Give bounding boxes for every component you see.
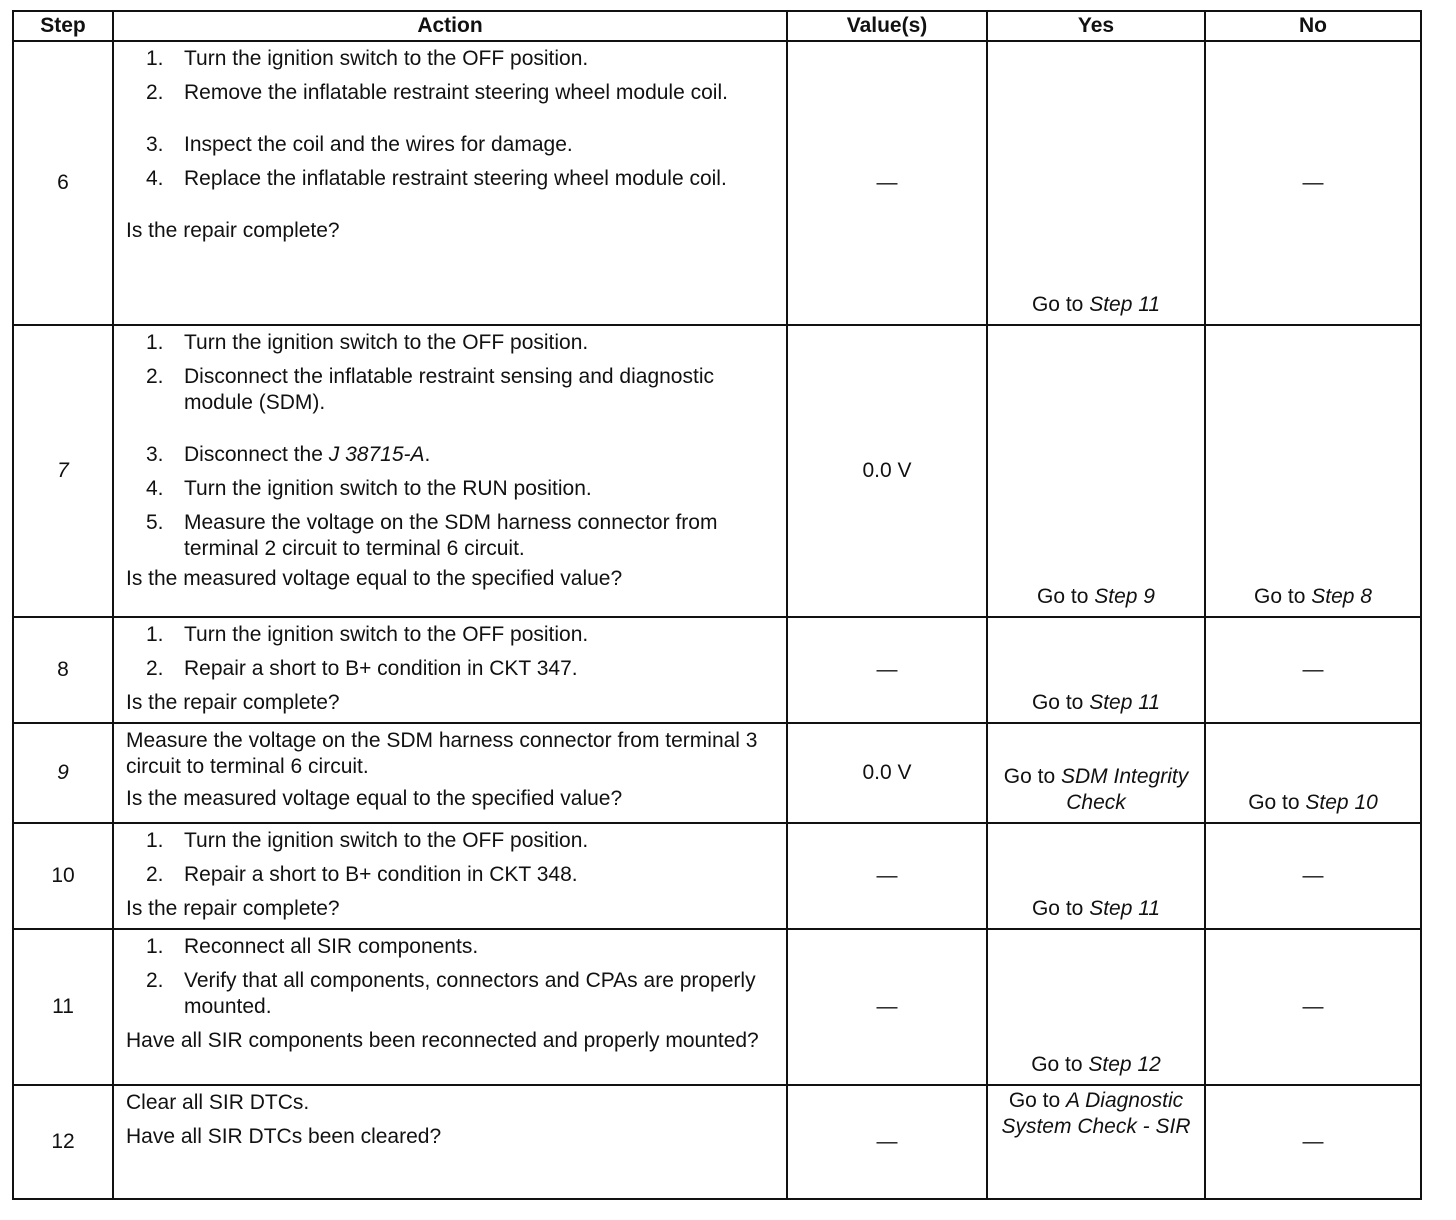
- table-row: [13, 929, 1421, 1085]
- list-item: 2. Repair a short to B+ condition in CKT 347.: [146, 657, 578, 680]
- yes-cell: Go to Step 11: [987, 41, 1205, 325]
- action-question: Is the repair complete?: [126, 691, 340, 714]
- value-cell: —: [787, 41, 987, 325]
- list-item: 4. Turn the ignition switch to the RUN position.: [146, 477, 592, 500]
- table-row: [13, 617, 1421, 723]
- table-row: [13, 1085, 1421, 1199]
- list-item: 1. Turn the ignition switch to the OFF position.: [146, 331, 589, 354]
- yes-cell: Go to SDM Integrity Check: [987, 723, 1205, 823]
- diagnostic-table: [12, 10, 1422, 1200]
- value-cell: —: [787, 929, 987, 1085]
- action-question: Have all SIR DTCs been cleared?: [126, 1125, 442, 1148]
- action-cell: [113, 723, 787, 823]
- list-item: 2. Verify that all components, connectors and CPAs are properly mounted.: [146, 969, 756, 1018]
- list-item: 1. Turn the ignition switch to the OFF position.: [146, 829, 589, 852]
- step-number: 9: [13, 723, 113, 823]
- list-item: 3. Inspect the coil and the wires for damage.: [146, 133, 573, 156]
- yes-cell: Go to Step 11: [987, 617, 1205, 723]
- step-number: 11: [13, 929, 113, 1085]
- table-row: [13, 723, 1421, 823]
- list-item: 1. Turn the ignition switch to the OFF position.: [146, 623, 589, 646]
- step-number: 7: [13, 325, 113, 617]
- no-cell: —: [1205, 1085, 1421, 1199]
- action-steps: [126, 330, 776, 562]
- header-yes: Yes: [987, 11, 1205, 41]
- action-steps: [126, 934, 776, 1020]
- list-item: 1. Reconnect all SIR components.: [146, 935, 479, 958]
- action-cell: [113, 929, 787, 1085]
- list-item: 2. Disconnect the inflatable restraint sensing and diagnostic module (SDM).: [146, 365, 714, 414]
- step-link[interactable]: Step 11: [1089, 897, 1161, 920]
- action-text: Measure the voltage on the SDM harness connector from terminal 3 circuit to terminal 6 circuit.: [126, 729, 758, 778]
- header-step: Step: [13, 11, 113, 41]
- action-question: Is the repair complete?: [126, 219, 340, 242]
- step-link[interactable]: Step 11: [1089, 293, 1161, 316]
- step-link[interactable]: Step 8: [1311, 585, 1372, 608]
- value-cell: —: [787, 617, 987, 723]
- step-number: 12: [13, 1085, 113, 1199]
- no-cell: —: [1205, 41, 1421, 325]
- yes-cell: Go to A Diagnostic System Check - SIR: [987, 1085, 1205, 1199]
- action-text: Clear all SIR DTCs.: [126, 1091, 310, 1114]
- step-link[interactable]: Step 10: [1305, 791, 1378, 814]
- value-cell: 0.0 V: [787, 723, 987, 823]
- action-question: Is the measured voltage equal to the specified value?: [126, 567, 623, 590]
- list-item: 2. Repair a short to B+ condition in CKT 348.: [146, 863, 578, 886]
- action-steps: [126, 46, 776, 192]
- yes-cell: Go to Step 12: [987, 929, 1205, 1085]
- list-item: 3. Disconnect the J 38715-A.: [146, 443, 431, 466]
- action-cell: [113, 823, 787, 929]
- no-cell: Go to Step 8: [1205, 325, 1421, 617]
- step-link[interactable]: Step 11: [1089, 691, 1161, 714]
- action-cell: [113, 325, 787, 617]
- step-number: 6: [13, 41, 113, 325]
- step-number: 8: [13, 617, 113, 723]
- action-cell: [113, 1085, 787, 1199]
- no-cell: Go to Step 10: [1205, 723, 1421, 823]
- table-row: [13, 41, 1421, 325]
- header-action: Action: [113, 11, 787, 41]
- value-cell: —: [787, 1085, 987, 1199]
- yes-cell: Go to Step 11: [987, 823, 1205, 929]
- table-row: [13, 325, 1421, 617]
- action-question: Is the measured voltage equal to the specified value?: [126, 787, 623, 810]
- action-question: Have all SIR components been reconnected and properly mounted?: [126, 1029, 759, 1052]
- action-cell: [113, 617, 787, 723]
- no-cell: —: [1205, 929, 1421, 1085]
- step-number: 10: [13, 823, 113, 929]
- table-row: [13, 823, 1421, 929]
- list-item: 2. Remove the inflatable restraint steering wheel module coil.: [146, 81, 728, 104]
- header-no: No: [1205, 11, 1421, 41]
- step-link[interactable]: Step 9: [1094, 585, 1155, 608]
- list-item: 1. Turn the ignition switch to the OFF position.: [146, 47, 589, 70]
- list-item: 4. Replace the inflatable restraint steering wheel module coil.: [146, 167, 727, 190]
- action-steps: [126, 622, 776, 682]
- integrity-check-link[interactable]: SDM Integrity Check: [1061, 765, 1189, 814]
- no-cell: —: [1205, 823, 1421, 929]
- no-cell: —: [1205, 617, 1421, 723]
- tool-reference: J 38715-A: [328, 443, 425, 466]
- value-cell: 0.0 V: [787, 325, 987, 617]
- step-link[interactable]: Step 12: [1088, 1053, 1161, 1076]
- list-item: 5. Measure the voltage on the SDM harness connector from terminal 2 circuit to terminal 6 circuit.: [146, 511, 718, 560]
- header-row: [13, 11, 1421, 41]
- diagnostic-system-check-link[interactable]: A Diagnostic System Check - SIR: [1001, 1089, 1191, 1138]
- value-cell: —: [787, 823, 987, 929]
- action-cell: [113, 41, 787, 325]
- action-question: Is the repair complete?: [126, 897, 340, 920]
- action-steps: [126, 828, 776, 888]
- yes-cell: Go to Step 9: [987, 325, 1205, 617]
- header-values: Value(s): [787, 11, 987, 41]
